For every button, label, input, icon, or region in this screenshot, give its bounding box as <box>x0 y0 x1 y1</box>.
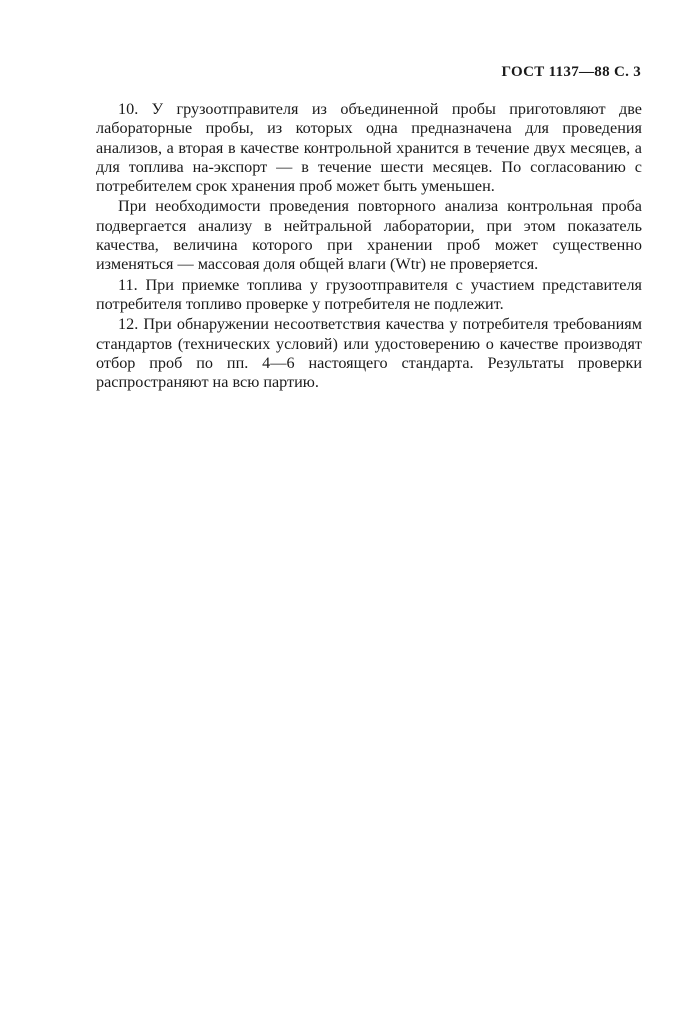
document-body <box>96 100 642 392</box>
paragraph-10: 10. У грузоотправителя из объединенной пробы приготовляют две лабораторные пробы, из которых одна предназначена для проведения анализов, а вторая в качестве контрольной хранится в течение двух месяцев, а для топлива на-экспорт — в течение шести месяцев. По согласованию с потребителем срок хранения проб может быть уменьшен. <box>96 100 642 196</box>
paragraph-11: 11. При приемке топлива у грузоотправителя с участием представителя потребителя топливо проверке у потребителя не подлежит. <box>96 275 642 313</box>
paragraph-12: 12. При обнаружении несоответствия качества у потребителя требованиям стандартов (технических условий) или удостоверению о качестве производят отбор проб по пп. 4—6 настоящего стандарта. Результаты проверки распространяют на всю партию. <box>96 315 642 392</box>
paragraph-10-continued: При необходимости проведения повторного анализа контрольная проба подвергается анализу в нейтральной лаборатории, при этом показатель качества, величина которого при хранении проб может существенно изменяться — массовая доля общей влаги (Wtr) не проверяется. <box>96 197 642 274</box>
page-header: ГОСТ 1137—88 С. 3 <box>501 64 641 80</box>
